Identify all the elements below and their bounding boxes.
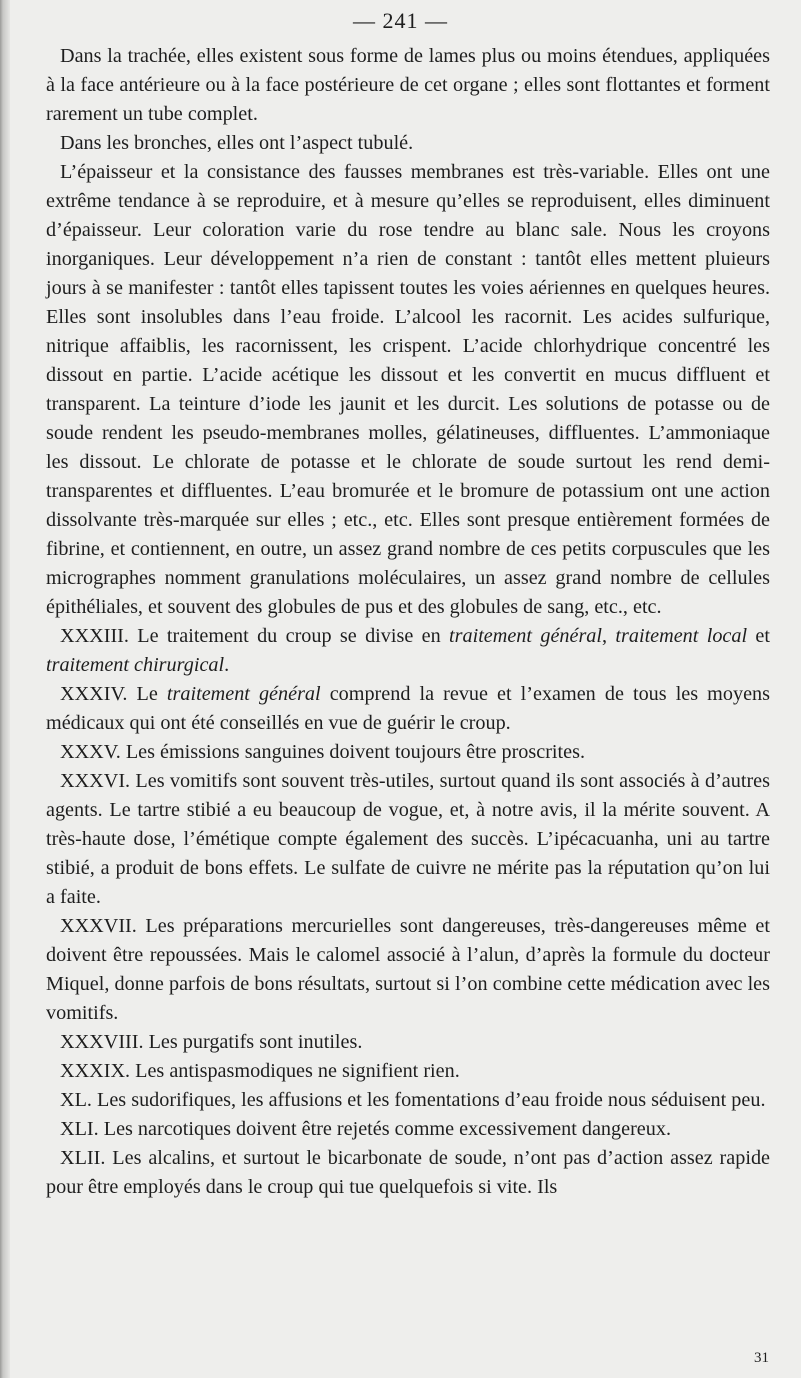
paragraph-xxxiii xyxy=(46,622,770,680)
paragraph-xxxv xyxy=(46,738,770,767)
section-number: XXXVII. xyxy=(60,915,137,937)
section-number: XLI. xyxy=(60,1118,99,1140)
section-number: XXXVIII. xyxy=(60,1031,144,1053)
emphasis-text: traitement local xyxy=(615,625,748,647)
paragraph-text: Dans les bronches, elles ont l’aspect tubulé. xyxy=(60,132,414,154)
body-text xyxy=(46,42,770,1202)
paragraph-text: Le xyxy=(127,683,167,705)
paragraph-text: Les émissions sanguines doivent toujours être proscrites. xyxy=(120,741,585,763)
emphasis-text: traitement chirurgical xyxy=(46,654,225,676)
section-number: XL. xyxy=(60,1089,92,1111)
section-number: XXXV. xyxy=(60,741,121,763)
paragraph-text: Les sudorifiques, les affusions et les fomentations d’eau froide nous séduisent peu. xyxy=(91,1089,766,1111)
paragraph-text: Les vomitifs sont souvent très-utiles, surtout quand ils sont associés à d’autres agents. Le tartre stibié a eu beaucoup de vogue, et, à notre avis, il la mérite souvent. A très-haute dose, l’émétique compte également des succès. L’ipécacuanha, uni au tartre stibié, a produit de bons effets. Le sulfate de cuivre ne mérite pas la réputation qu’on lui a faite. xyxy=(46,770,770,908)
paragraph-xxxviii xyxy=(46,1028,770,1057)
paragraph-text: Les alcalins, et surtout le bicarbonate de soude, n’ont pas d’action assez rapide pour être employés dans le croup qui tue quelquefois si vite. Ils xyxy=(46,1147,770,1198)
paragraph-text: Dans la trachée, elles existent sous forme de lames plus ou moins étendues, appliquées à la face antérieure ou à la face postérieure de cet organe ; elles sont flottantes et forment rarement un tube complet. xyxy=(46,45,770,125)
paragraph-text: . xyxy=(224,654,230,676)
paragraph-text: , xyxy=(602,625,616,647)
paragraph-xli xyxy=(46,1115,770,1144)
paragraph-text: Les antispasmodiques ne signifient rien. xyxy=(130,1060,460,1082)
section-number: XXXVI. xyxy=(60,770,131,792)
paragraph-bronchi xyxy=(46,129,770,158)
section-number: XLII. xyxy=(60,1147,106,1169)
paragraph-xxxiv xyxy=(46,680,770,738)
paragraph-text: comprend la revue et l’examen de tous les moyens médicaux qui ont été conseillés en vue de guérir le croup. xyxy=(46,683,770,734)
paragraph-xl xyxy=(46,1086,770,1115)
paragraph-xxxix xyxy=(46,1057,770,1086)
paragraph-text: et xyxy=(747,625,770,647)
paragraph-text: Les préparations mercurielles sont dangereuses, très-dangereuses même et doivent être repoussées. Mais le calomel associé à l’alun, d’après la formule du docteur Miquel, donne parfois de bons résultats, surtout si l’on combine cette médication avec les vomitifs. xyxy=(46,915,770,1024)
section-number: XXXIII. xyxy=(60,625,129,647)
page-binding-edge xyxy=(0,0,10,1378)
page-number: — 241 — xyxy=(353,8,448,33)
paragraph-xxxvii xyxy=(46,912,770,1028)
paragraph-text: L’épaisseur et la consistance des fausses membranes est très-variable. Elles ont une extrême tendance à se reproduire, et à mesure qu’elles se reproduisent, elles diminuent d’épaisseur. Leur coloration varie du rose tendre au blanc sale. Nous les croyons inorganiques. Leur développement n’a rien de constant : tantôt elles mettent pluieurs jours à se manifester : tantôt elles tapissent toutes les voies aériennes en quelques heures. Elles sont insolubles dans l’eau froide. L’alcool les racornit. Les acides sulfurique, nitrique affaiblis, les racornissent, les crispent. L’acide chlorhydrique concentré les dissout en partie. L’acide acétique les dissout et les convertit en mucus diffluent et transparent. La teinture d’iode les jaunit et les durcit. Les solutions de potasse ou de soude rendent les pseudo-membranes molles, gélatineuses, diffluentes. L’ammoniaque les dissout. Le chlorate de potasse et le chlorate de soude surtout les rend demi-transparentes et diffluentes. L’eau bromurée et le bromure de potassium ont une action dissolvante très-marquée sur elles ; etc., etc. Elles sont presque entièrement formées de fibrine, et contiennent, en outre, un assez grand nombre de ces petits corpuscules que les micrographes nomment granulations moléculaires, un assez grand nombre de cellules épithéliales, et souvent des globules de pus et des globules de sang, etc., etc. xyxy=(46,161,770,618)
section-number: XXXIV. xyxy=(60,683,128,705)
paragraph-xlii xyxy=(46,1144,770,1202)
paragraph-xxxvi xyxy=(46,767,770,912)
paragraph-text: Les narcotiques doivent être rejetés comme excessivement dangereux. xyxy=(98,1118,671,1140)
paragraph-text: Le traitement du croup se divise en xyxy=(128,625,450,647)
emphasis-text: traitement général xyxy=(449,625,603,647)
paragraph-text: Les purgatifs sont inutiles. xyxy=(143,1031,363,1053)
signature-mark: 31 xyxy=(754,1350,769,1366)
emphasis-text: traitement général xyxy=(166,683,321,705)
paragraph-membranes xyxy=(46,158,770,622)
paragraph-trachea xyxy=(46,42,770,129)
section-number: XXXIX. xyxy=(60,1060,131,1082)
